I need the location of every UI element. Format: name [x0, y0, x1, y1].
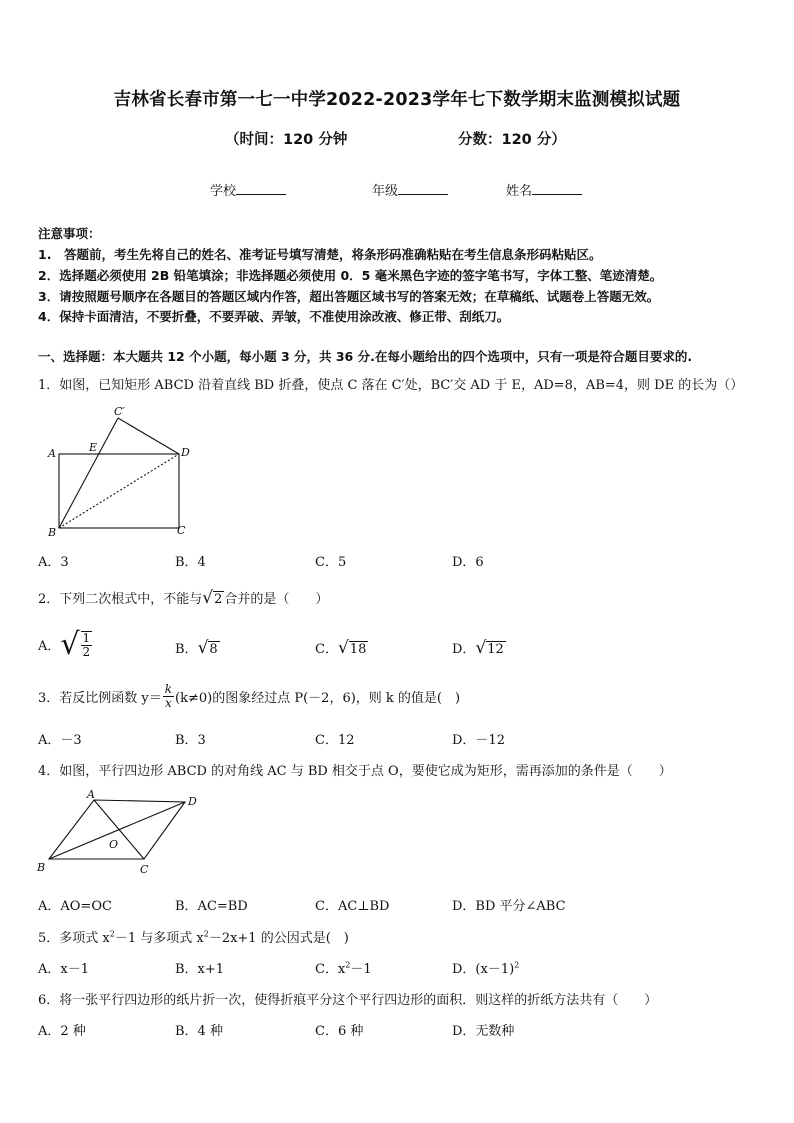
- question-4-figure: [32, 788, 212, 880]
- exam-score: 分数：120 分）: [458, 132, 566, 148]
- label-a: A: [87, 788, 95, 801]
- question-4-option-d: D．BD 平分∠ABC: [452, 899, 566, 914]
- grade-field: [372, 180, 448, 199]
- question-2-stem-pre: 2．下列二次根式中，不能与: [38, 592, 203, 607]
- question-3-option-a: A．－3: [38, 733, 82, 748]
- exam-time: （时间：120 分钟: [225, 132, 348, 148]
- section-title: 一、选择题：本大题共 12 个小题，每小题 3 分，共 36 分.在每小题给出的四个选项中，只有一项是符合题目要求的.: [38, 349, 693, 364]
- question-1-option-c: C．5: [315, 555, 347, 570]
- label-c-prime: C′: [114, 405, 125, 418]
- question-1-figure: [40, 402, 200, 542]
- name-blank: [532, 183, 582, 195]
- label-c: C: [177, 524, 186, 537]
- note-item-1: 1. 答题前，考生先将自己的姓名、准考证号填写清楚，将条形码准确粘贴在考生信息条形码粘贴区。: [38, 247, 602, 262]
- question-5-stem: 5．多项式 $x^2-1$ 与多项式 $x^2-2x+1$ 的公因式是( ): [38, 929, 349, 946]
- notes-title: 注意事项：: [38, 226, 101, 241]
- question-6-option-d: D．无数种: [452, 1024, 515, 1039]
- question-5-option-b: B．x+1: [175, 962, 225, 977]
- question-2-stem: [38, 588, 328, 608]
- question-2-option-b: B．√8: [175, 638, 218, 658]
- question-5-option-a: A．x－1: [38, 962, 89, 977]
- question-2-option-a: A．√ $\frac{1}{2}$: [38, 627, 91, 662]
- label-b: B: [37, 861, 46, 874]
- segment-bc-prime: [59, 418, 118, 528]
- diagonal-bd: [59, 454, 179, 528]
- question-2-option-d: D．√12: [452, 638, 504, 658]
- note-item-2: 2．选择题必须使用 2B 铅笔填涂；非选择题必须使用 0．5 毫米黑色字迹的签字笔书写，字体工整、笔迹清楚。: [38, 268, 663, 283]
- question-1-stem: 1．如图，已知矩形 ABCD 沿着直线 BD 折叠，使点 C 落在 C′处，BC′交 AD 于 E，AD=8，AB=4，则 DE 的长为（）: [38, 378, 744, 393]
- question-6-option-c: C．6 种: [315, 1024, 364, 1039]
- question-1-option-d: D．6: [452, 555, 484, 570]
- fraction-k-over-x: $\frac{k}{x}$: [164, 682, 173, 710]
- page-title: 吉林省长春市第一七一中学2022-2023学年七下数学期末监测模拟试题: [113, 90, 681, 110]
- question-3-option-d: D．－12: [452, 733, 505, 748]
- question-4-option-b: B．AC=BD: [175, 899, 248, 914]
- name-field: [506, 180, 582, 199]
- radical-2: √2: [202, 588, 223, 608]
- note-item-3: 3．请按照题号顺序在各题目的答题区域内作答，超出答题区域书写的答案无效；在草稿纸、试题卷上答题无效。: [38, 289, 660, 304]
- label-o: O: [109, 838, 119, 851]
- label-a: A: [48, 447, 56, 460]
- label-d: D: [181, 446, 190, 459]
- question-4-stem: 4．如图，平行四边形 ABCD 的对角线 AC 与 BD 相交于点 O，要使它成为矩形，需再添加的条件是（ ）: [38, 764, 672, 779]
- question-1-option-a: A．3: [38, 555, 69, 570]
- note-item-4: 4．保持卡面清洁，不要折叠，不要弄破、弄皱，不准使用涂改液、修正带、刮纸刀。: [38, 309, 510, 324]
- question-3-stem: 3．若反比例函数 y＝ $\frac{k}{x}$ (k≠0)的图象经过点 P(－2，6)，则 k 的值是( ): [38, 682, 461, 710]
- question-5-option-c: C．$x^2-1$: [315, 960, 372, 977]
- question-6-option-b: B．4 种: [175, 1024, 223, 1039]
- segment-c-prime-d: [118, 418, 179, 454]
- question-1-option-b: B．4: [175, 555, 206, 570]
- name-label: 姓名: [506, 184, 533, 199]
- fraction-one-half: $\frac{1}{2}$: [82, 630, 91, 659]
- school-blank: [236, 183, 286, 195]
- question-4-option-a: A．AO=OC: [38, 899, 112, 914]
- grade-blank: [398, 183, 448, 195]
- question-6-stem: 6．将一张平行四边形的纸片折一次，使得折痕平分这个平行四边形的面积．则这样的折纸方法共有（ ）: [38, 993, 658, 1008]
- label-c: C: [140, 863, 149, 876]
- question-3-option-b: B．3: [175, 733, 206, 748]
- label-d: D: [188, 795, 197, 808]
- label-e: E: [89, 441, 98, 454]
- label-b: B: [48, 526, 57, 539]
- question-6-option-a: A．2 种: [38, 1024, 86, 1039]
- question-5-option-d: D．$(x-1)^2$: [452, 960, 520, 977]
- question-2-option-c: C．√18: [315, 638, 367, 658]
- question-3-option-c: C．12: [315, 733, 355, 748]
- grade-label: 年级: [372, 184, 399, 199]
- school-label: 学校: [210, 184, 237, 199]
- question-2-stem-post: 合并的是（ ）: [224, 592, 329, 607]
- school-field: [210, 180, 286, 199]
- question-4-option-c: C．AC⊥BD: [315, 899, 390, 914]
